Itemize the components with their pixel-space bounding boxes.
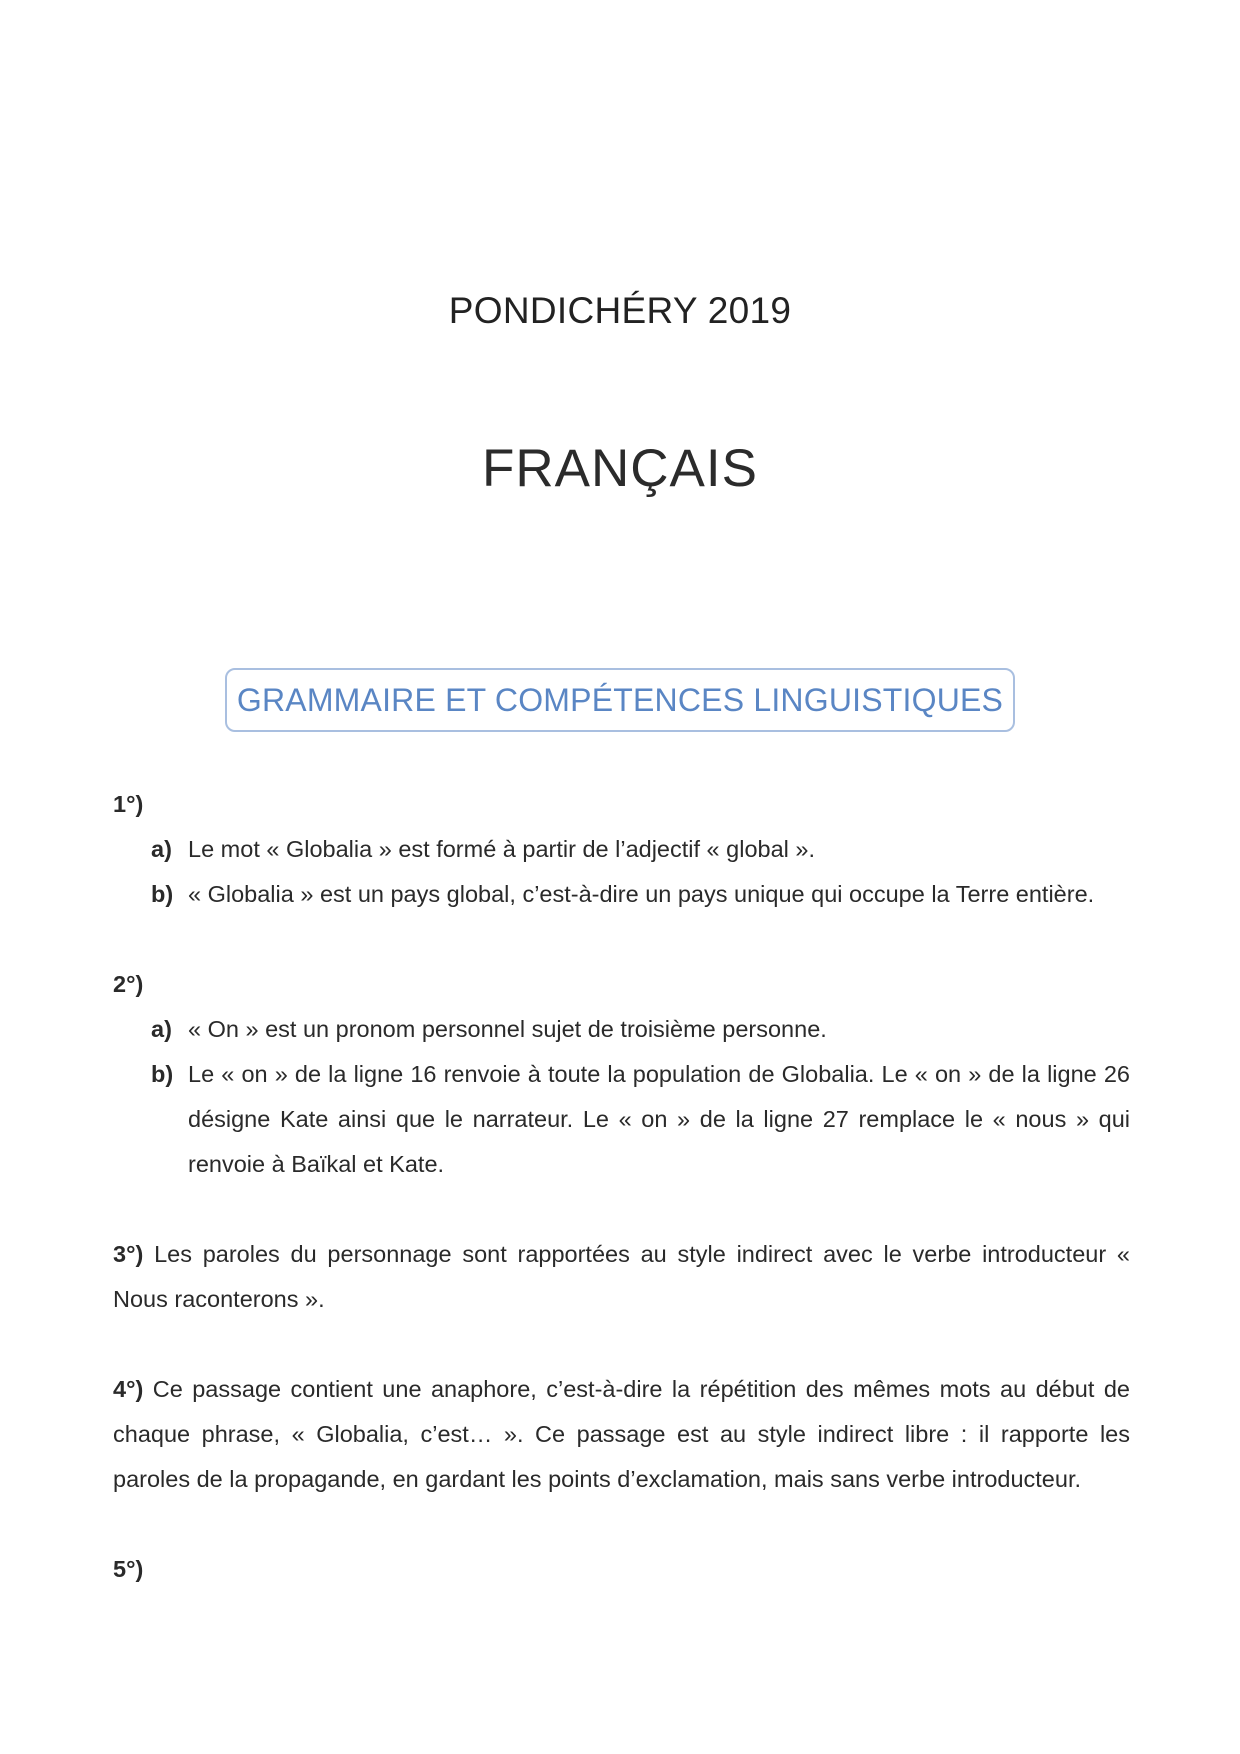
question-number: 3°) [113,1241,155,1267]
sub-text: Le mot « Globalia » est formé à partir de l’adjectif « global ». [188,836,816,862]
sub-answer [151,872,1130,917]
sub-label: b) [151,1061,174,1087]
question-number: 5°) [113,1556,144,1582]
section-heading: GRAMMAIRE ET COMPÉTENCES LINGUISTIQUES [236,681,1004,718]
sub-text: « On » est un pronom personnel sujet de troisième personne. [188,1016,827,1042]
answers-content [113,782,1130,1592]
page-subtitle: PONDICHÉRY 2019 [448,290,792,331]
question-number: 2°) [113,971,144,997]
section-heading-box [225,668,1015,732]
question-number: 4°) [113,1376,153,1402]
sub-answer [151,1052,1130,1187]
question-4 [113,1367,1130,1502]
page-title: FRANÇAIS [482,439,758,498]
sub-answer [151,827,1130,872]
question-2 [113,962,1130,1187]
sub-label: a) [151,1016,172,1042]
answer-text: Les paroles du personnage sont rapportées au style indirect avec le verbe introducteur « Nous raconterons ». [113,1241,1130,1312]
question-number: 1°) [113,791,144,817]
sub-text: Le « on » de la ligne 16 renvoie à toute la population de Globalia. Le « on » de la ligne 26 désigne Kate ainsi que le narrateur. Le « on » de la ligne 27 remplace le « nous » qui renvoie à Baïkal et Kate. [188,1061,1130,1177]
sub-answer [151,1007,1130,1052]
question-5 [113,1547,1130,1592]
question-1 [113,782,1130,917]
sub-label: b) [151,881,174,907]
question-3 [113,1232,1130,1322]
answer-text: Ce passage contient une anaphore, c’est-à-dire la répétition des mêmes mots au début de chaque phrase, « Globalia, c’est… ». Ce passage est au style indirect libre : il rapporte les paroles de la propagande, en gardant les points d’exclamation, mais sans verbe introducteur. [113,1376,1130,1492]
sub-label: a) [151,836,172,862]
sub-text: « Globalia » est un pays global, c’est-à-dire un pays unique qui occupe la Terre entière. [188,881,1095,907]
